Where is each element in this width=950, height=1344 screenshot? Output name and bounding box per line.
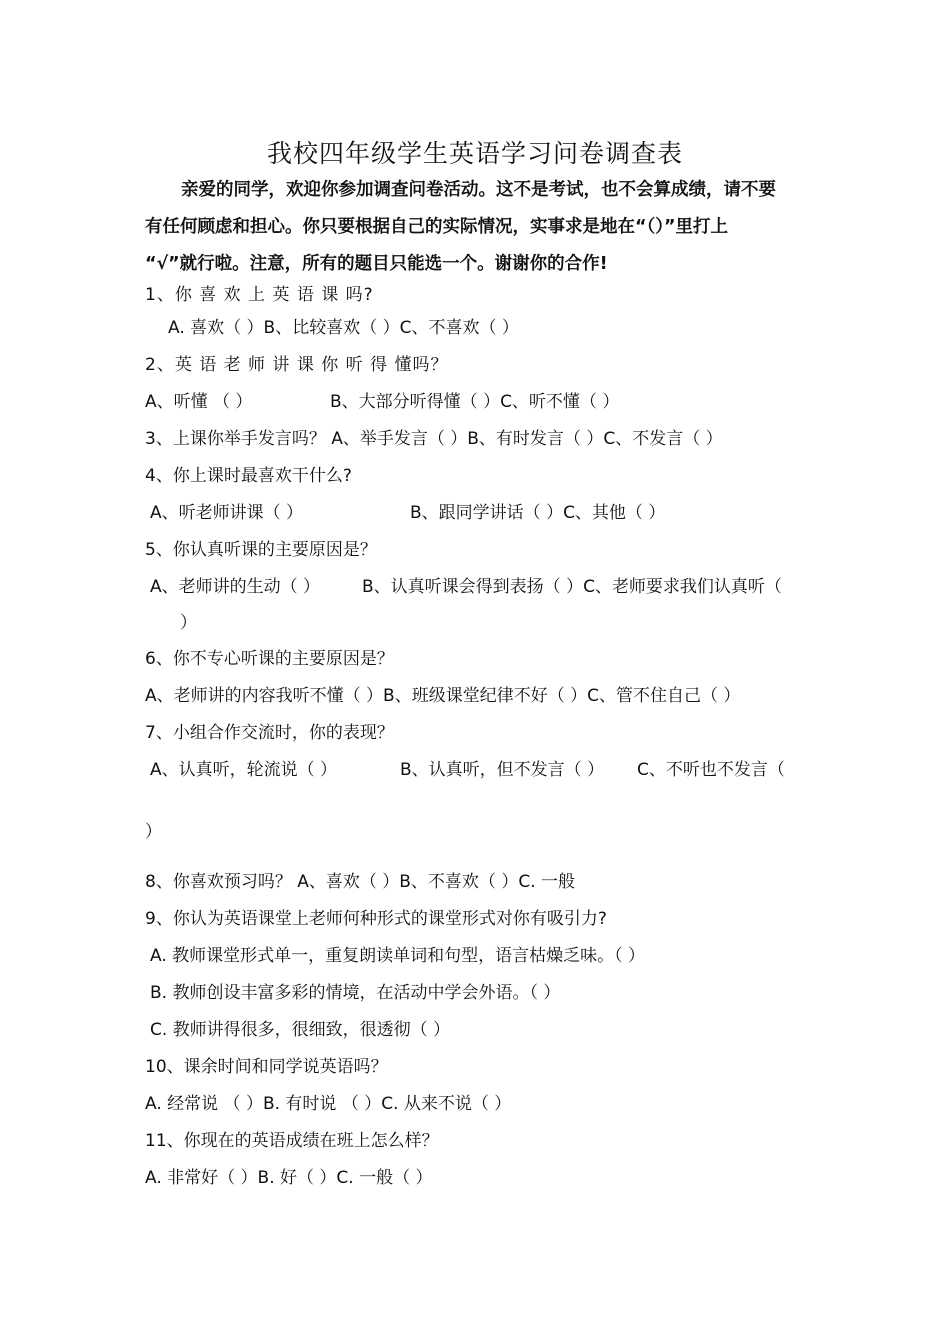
question-2: 2、英 语 老 师 讲 课 你 听 得 懂吗？ — [145, 355, 449, 375]
question-5-option-bc: B、认真听课会得到表扬（ ）C、老师要求我们认真听（ — [362, 577, 782, 597]
question-9-option-b: B. 教师创设丰富多彩的情境，在活动中学会外语。（ ） — [150, 983, 561, 1003]
question-2-option-bc: B、大部分听得懂（ ）C、听不懂（ ） — [330, 392, 620, 412]
question-5-option-c-close: ） — [180, 613, 197, 633]
question-8: 8、你喜欢预习吗？ A、喜欢（ ）B、不喜欢（ ）C. 一般 — [145, 872, 575, 892]
question-7-option-c-close: ） — [145, 822, 162, 842]
question-4-option-a: A、听老师讲课（ ） — [150, 503, 304, 523]
question-7-option-c: C、不听也不发言（ — [637, 760, 785, 780]
intro-line-3: “√”就行啦。注意，所有的题目只能选一个。谢谢你的合作! — [145, 254, 608, 274]
question-4-option-bc: B、跟同学讲话（ ）C、其他（ ） — [410, 503, 666, 523]
question-11-options: A. 非常好（ ）B. 好（ ）C. 一般（ ） — [145, 1168, 433, 1188]
question-9-option-a: A. 教师课堂形式单一，重复朗读单词和句型，语言枯燥乏味。（ ） — [150, 946, 646, 966]
question-6: 6、你不专心听课的主要原因是？ — [145, 649, 394, 669]
question-5: 5、你认真听课的主要原因是？ — [145, 540, 377, 560]
question-7-option-a: A、认真听，轮流说（ ） — [150, 760, 338, 780]
question-5-option-a: A、老师讲的生动（ ） — [150, 577, 321, 597]
question-7-option-b: B、认真听，但不发言（ ） — [400, 760, 605, 780]
intro-line-1: 亲爱的同学，欢迎你参加调查问卷活动。这不是考试，也不会算成绩，请不要 — [181, 180, 776, 200]
question-7: 7、小组合作交流时，你的表现？ — [145, 723, 394, 743]
question-3: 3、上课你举手发言吗？ A、举手发言（ ）B、有时发言（ ）C、不发言（ ） — [145, 429, 723, 449]
question-9: 9、你认为英语课堂上老师何种形式的课堂形式对你有吸引力? — [145, 909, 607, 929]
question-10-options: A. 经常说 （ ）B. 有时说 （ ）C. 从来不说（ ） — [145, 1094, 512, 1114]
question-2-option-a: A、听懂 （ ） — [145, 392, 253, 412]
question-1: 1、你 喜 欢 上 英 语 课 吗? — [145, 285, 374, 305]
intro-line-2: 有任何顾虑和担心。你只要根据自己的实际情况，实事求是地在“（）”里打上 — [145, 217, 729, 237]
question-9-option-c: C. 教师讲得很多，很细致，很透彻（ ） — [150, 1020, 451, 1040]
question-1-options: A. 喜欢（ ）B、比较喜欢（ ）C、不喜欢（ ） — [168, 318, 519, 338]
question-4: 4、你上课时最喜欢干什么? — [145, 466, 352, 486]
question-10: 10、课余时间和同学说英语吗？ — [145, 1057, 388, 1077]
question-11: 11、你现在的英语成绩在班上怎么样？ — [145, 1131, 439, 1151]
question-6-options: A、老师讲的内容我听不懂（ ）B、班级课堂纪律不好（ ）C、管不住自己（ ） — [145, 686, 741, 706]
document-title: 我校四年级学生英语学习问卷调查表 — [266, 139, 683, 168]
